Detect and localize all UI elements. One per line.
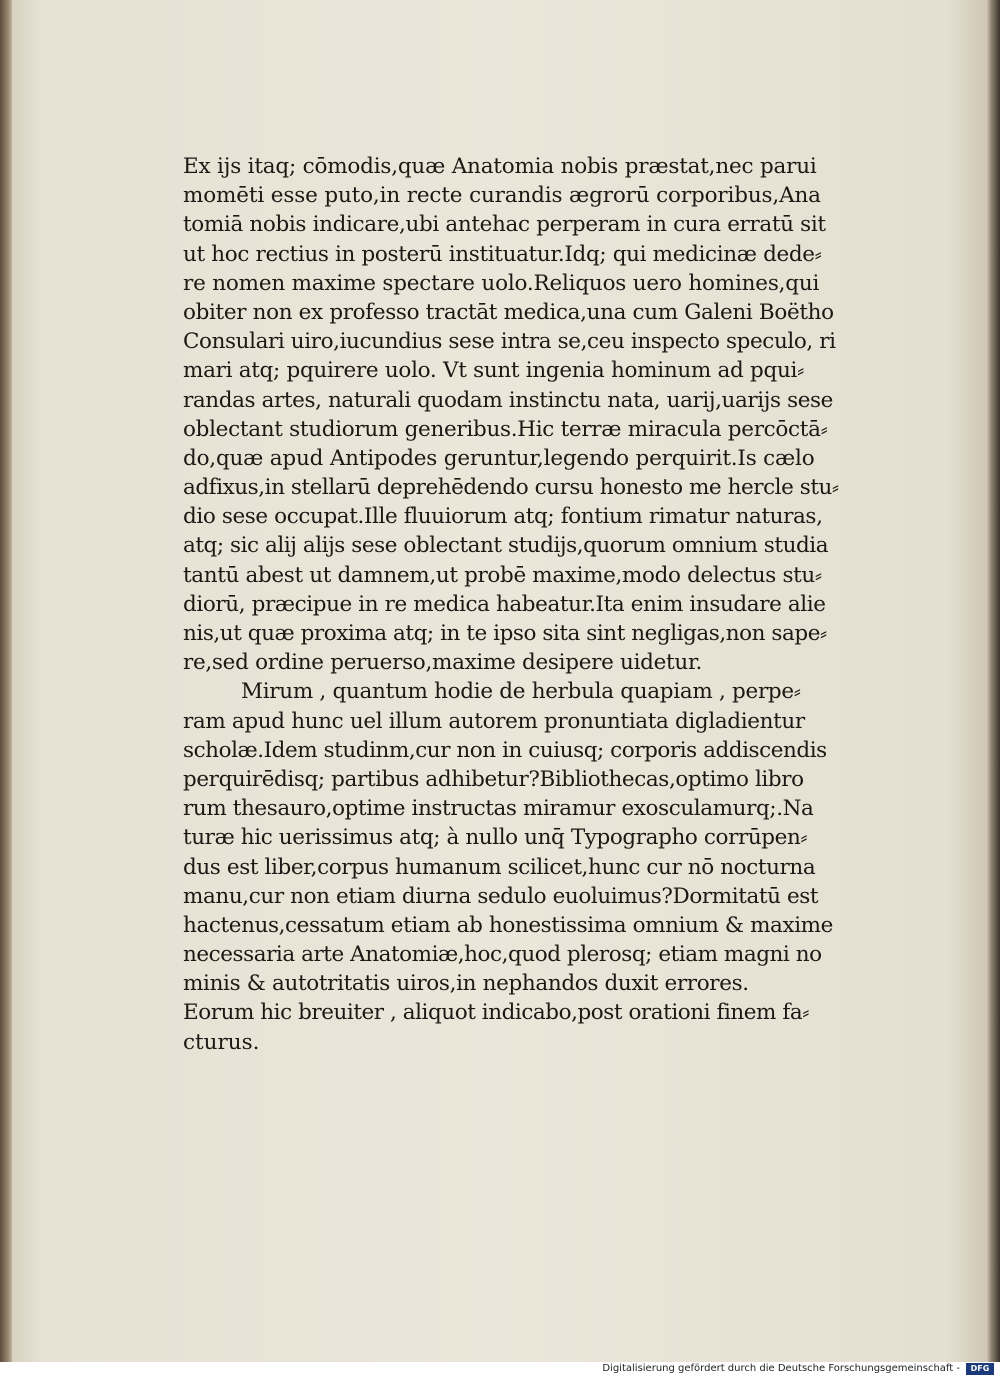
- text-line: re nomen maxime spectare uolo.Reliquos uero homines,qui: [183, 270, 820, 296]
- text-line: tomiā nobis indicare,ubi antehac perperam in cura erratū sit: [183, 212, 826, 238]
- text-line: scholæ.Idem studinm,cur non in cuiusq; corporis addiscendis: [183, 737, 827, 763]
- text-line: cturus.: [183, 1029, 260, 1055]
- text-line: nis,ut quæ proxima atq; in te ipso sita sint negligas,non sape⸗: [183, 621, 827, 646]
- text-line: hactenus,cessatum etiam ab honestissima omnium & maxime: [183, 912, 833, 938]
- text-line: Eorum hic breuiter , aliquot indicabo,post orationi finem fa⸗: [183, 1000, 809, 1026]
- text-line: obiter non ex professo tractāt medica,una cum Galeni Boëtho: [183, 299, 834, 325]
- text-line: minis & autotritatis uiros,in nephandos duxit errores.: [183, 971, 749, 997]
- text-line: manu,cur non etiam diurna sedulo euoluimus?Dormitatū est: [183, 883, 819, 909]
- text-line: atq; sic alij alijs sese oblectant studijs,quorum omnium studia: [183, 533, 829, 559]
- digitization-footer: [0, 1362, 1000, 1377]
- text-line: Ex ijs itaq; cōmodis,quæ Anatomia nobis præstat,nec parui: [183, 154, 817, 179]
- text-line: re,sed ordine peruerso,maxime desipere uidetur.: [183, 650, 703, 676]
- funding-credit: Digitalisierung gefördert durch die Deutsche Forschungsgemeinschaft -: [602, 1363, 960, 1374]
- text-line: ram apud hunc uel illum autorem pronuntiata digladientur: [183, 708, 805, 734]
- text-line: randas artes, naturali quodam instinctu nata, uarij,uarijs sese: [183, 387, 834, 413]
- text-line: mari atq; pquirere uolo. Vt sunt ingenia hominum ad pqui⸗: [183, 358, 804, 384]
- text-line: adfixus,in stellarū deprehēdendo cursu honesto me hercle stu⸗: [183, 475, 839, 501]
- text-line: do,quæ apud Antipodes geruntur,legendo perquirit.Is cælo: [183, 445, 815, 471]
- latin-text-block: [183, 152, 883, 1057]
- book-edge-right: [986, 0, 1000, 1362]
- text-line: turæ hic uerissimus atq; à nullo unq̄ Typographo corrūpen⸗: [183, 825, 808, 851]
- text-line: necessaria arte Anatomiæ,hoc,quod plerosq; etiam magni no: [183, 942, 822, 968]
- text-line: dus est liber,corpus humanum scilicet,hunc cur nō nocturna: [183, 854, 816, 880]
- text-line: perquirēdisq; partibus adhibetur?Bibliothecas,optimo libro: [183, 766, 804, 792]
- text-line: momēti esse puto,in recte curandis ægrorū corporibus,Ana: [183, 183, 821, 209]
- text-line: ut hoc rectius in posterū instituatur.Idq; qui medicinæ dede⸗: [183, 241, 822, 267]
- text-line: diorū, præcipue in re medica habeatur.Ita enim insudare alie: [183, 591, 826, 617]
- text-line: tantū abest ut damnem,ut probē maxime,modo delectus stu⸗: [183, 562, 822, 588]
- text-line: Mirum , quantum hodie de herbula quapiam , perpe⸗: [241, 679, 801, 705]
- text-line: rum thesauro,optime instructas miramur exosculamurq;.Na: [183, 796, 814, 822]
- text-line: oblectant studiorum generibus.Hic terræ miracula percōctā⸗: [183, 416, 828, 442]
- text-line: dio sese occupat.Ille fluuiorum atq; fontium rimatur naturas,: [183, 504, 823, 530]
- text-line: Consulari uiro,iucundius sese intra se,ceu inspecto speculo, ri: [183, 329, 836, 355]
- dfg-logo: DFG: [966, 1363, 994, 1375]
